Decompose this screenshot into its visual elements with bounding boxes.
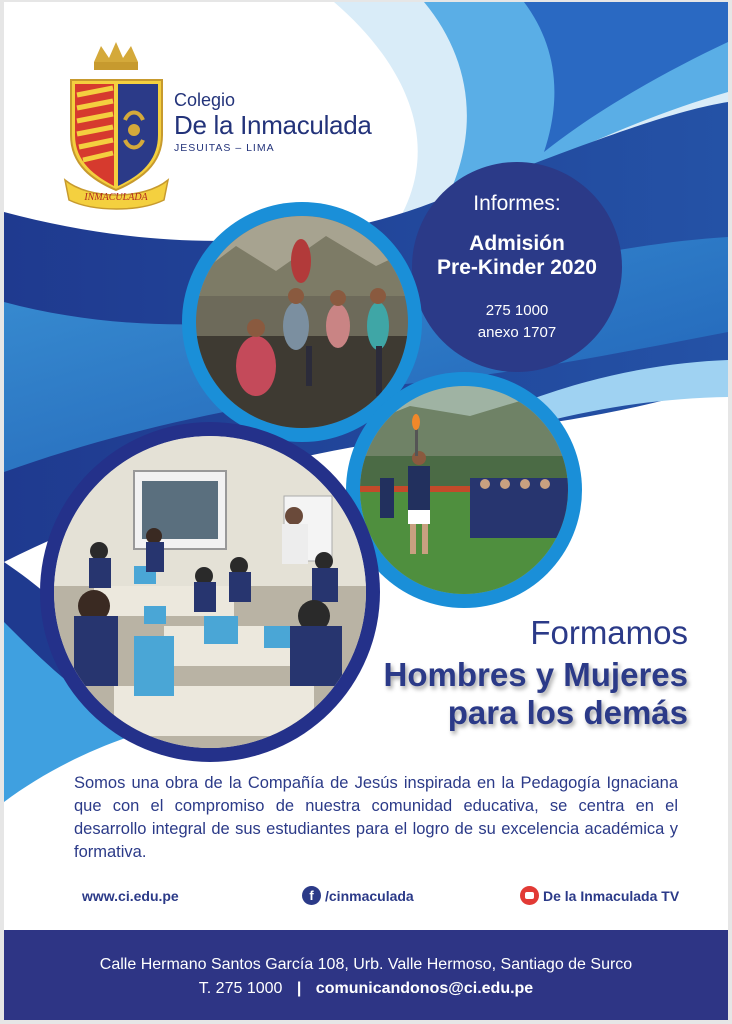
footer-phone: T. 275 1000 — [198, 980, 283, 997]
info-phone-block — [412, 300, 622, 344]
footer-contact — [4, 980, 728, 998]
links-row — [4, 882, 728, 912]
youtube-link[interactable] — [520, 886, 679, 905]
website-link[interactable]: www.ci.edu.pe — [82, 888, 179, 904]
admission-line-1: Admisión — [469, 232, 565, 255]
info-extension: anexo 1707 — [477, 324, 557, 341]
facebook-icon: f — [302, 886, 321, 905]
tagline — [384, 614, 688, 732]
footer — [4, 930, 728, 1020]
crest-icon — [59, 40, 174, 210]
tagline-line-2: Hombres y Mujeres — [383, 656, 688, 693]
school-name-block — [174, 90, 372, 154]
admission-info-circle — [412, 162, 622, 372]
facebook-handle: /cinmaculada — [325, 887, 414, 904]
footer-address: Calle Hermano Santos García 108, Urb. Valle Hermoso, Santiago de Surco — [99, 956, 633, 973]
info-title: Informes: — [473, 192, 561, 215]
admission-title — [412, 232, 622, 280]
tagline-line-1: Formamos — [530, 614, 688, 651]
admission-line-2: Pre-Kinder 2020 — [437, 256, 597, 279]
youtube-channel: De la Inmaculada TV — [543, 887, 680, 904]
school-subtitle: JESUITAS – LIMA — [174, 142, 275, 154]
tagline-line-3: para los demás — [447, 694, 688, 731]
school-name: De la Inmaculada — [174, 110, 372, 140]
crest-banner-text: INMACULADA — [84, 192, 148, 203]
description-paragraph: Somos una obra de la Compañía de Jesús inspirada en la Pedagogía Ignaciana que con el compromiso de nuestra comunidad educativa, se centra en el desarrollo integral de sus estudiantes para el logro de su excelencia académica y formativa. — [74, 774, 678, 861]
footer-separator: | — [296, 980, 302, 997]
photo-sports-event — [360, 386, 568, 594]
photo-outdoor-activity — [196, 216, 408, 428]
footer-email[interactable]: comunicandonos@ci.edu.pe — [315, 980, 534, 997]
facebook-link[interactable] — [302, 886, 414, 905]
poster — [4, 2, 728, 1020]
photo-classroom — [54, 436, 366, 748]
school-prefix: Colegio — [174, 90, 236, 110]
youtube-icon — [520, 886, 539, 905]
info-phone: 275 1000 — [485, 302, 549, 319]
